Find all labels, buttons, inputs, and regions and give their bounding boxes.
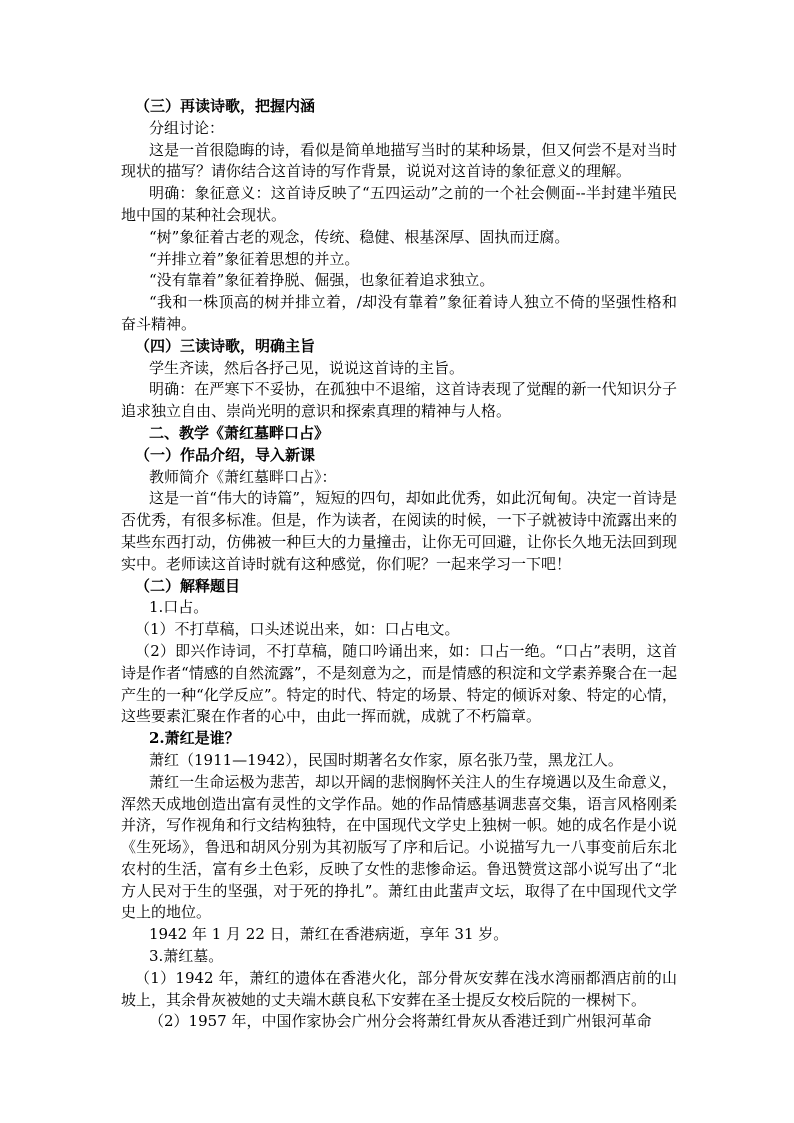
paragraph: 明确：在严寒下不妥协，在孤独中不退缩，这首诗表现了觉醒的新一代知识分子追求独立自由、崇尚光明的意识和探索真理的精神与人格。 <box>121 380 677 421</box>
paragraph: 1942 年 1 月 22 日，萧红在香港病逝，享年 31 岁。 <box>149 925 509 944</box>
paragraph: 分组讨论： <box>149 118 225 137</box>
paragraph: 教师简介《萧红墓畔口占》： <box>149 467 337 486</box>
paragraph: 萧红一生命运极为悲苦，却以开阔的悲悯胸怀关注人的生存境遇以及生命意义，浑然天成地创造出富有灵性的文学作品。她的作品情感基调悲喜交集，语言风格刚柔并济，写作视角和行文结构独特，在中国现代文学史上独树一帜。她的成名作是小说《生死场》，鲁迅和胡风分别为其初版写了序和后记。小说描写九一八事变前后东北农村的生活，富有乡土色彩，反映了女性的悲惨命运。鲁迅赞赏这部小说写出了“北方人民对于生的坚强，对于死的挣扎”。萧红由此蜚声文坛，取得了在中国现代文学史上的地位。 <box>121 772 677 922</box>
paragraph: “树”象征着古老的观念，传统、稳健、根基深厚、固执而迂腐。 <box>149 227 570 246</box>
subheading: 2.萧红是谁？ <box>149 729 240 748</box>
subheading: 3.萧红墓。 <box>149 947 224 966</box>
document-body <box>121 96 677 1033</box>
paragraph: 这是一首很隐晦的诗，看似是简单地描写当时的某种场景，但又何尝不是对当时现状的描写？请你结合这首诗的写作背景，说说对这首诗的象征意义的理解。 <box>121 140 677 181</box>
list-item: 1.口占。 <box>149 598 209 617</box>
paragraph: “我和一株顶高的树并排立着，/却没有靠着”象征着诗人独立不倚的坚强性格和奋斗精神。 <box>121 293 677 333</box>
list-item: （1）不打草稿，口头述说出来，如：口占电文。 <box>135 620 460 639</box>
list-item: （2）1957 年，中国作家协会广州分会将萧红骨灰从香港迁到广州银河革命 <box>149 1012 652 1031</box>
section-heading: （三）再读诗歌，把握内涵 <box>135 97 316 115</box>
list-item: （2）即兴作诗词，不打草稿，随口吟诵出来，如：口占一绝。“口占”表明，这首诗是作者“情感的自然流露”，不是刻意为之，而是情感的积淀和文学素养聚合在一起产生的一种“化学反应”。特定的时代、特定的场景、特定的倾诉对象、特定的心情，这些要素汇聚在作者的心中，由此一挥而就，成就了不朽篇章。 <box>121 641 677 726</box>
paragraph: “并排立着”象征着思想的并立。 <box>149 249 360 268</box>
section-heading: （四）三读诗歌，明确主旨 <box>135 336 316 355</box>
paragraph: 明确：象征意义：这首诗反映了“五四运动”之前的一个社会侧面--半封建半殖民地中国的某种社会现状。 <box>121 184 677 224</box>
section-heading: （二）解释题目 <box>135 576 241 595</box>
section-heading: （一）作品介绍，导入新课 <box>135 445 316 464</box>
section-heading: 二、教学《萧红墓畔口占》 <box>149 423 330 442</box>
paragraph: “没有靠着”象征着挣脱、倔强，也象征着追求独立。 <box>149 271 495 290</box>
paragraph: 萧红（1911—1942），民国时期著名女作家，原名张乃莹，黑龙江人。 <box>149 750 623 769</box>
paragraph: 学生齐读，然后各抒己见，说说这首诗的主旨。 <box>149 358 465 377</box>
paragraph: 这是一首“伟大的诗篇”，短短的四句，却如此优秀，如此沉甸甸。决定一首诗是否优秀，有很多标准。但是，作为读者，在阅读的时候，一下子就被诗中流露出来的某些东西打动，仿佛被一种巨大的力量撞击，让你无可回避，让你长久地无法回到现实中。老师读这首诗时就有这种感觉，你们呢？一起来学习一下吧！ <box>121 489 677 573</box>
list-item: （1）1942 年，萧红的遗体在香港火化，部分骨灰安葬在浅水湾丽都酒店前的山坡上，其余骨灰被她的丈夫端木蕻良私下安葬在圣士提反女校后院的一棵树下。 <box>121 968 677 1009</box>
